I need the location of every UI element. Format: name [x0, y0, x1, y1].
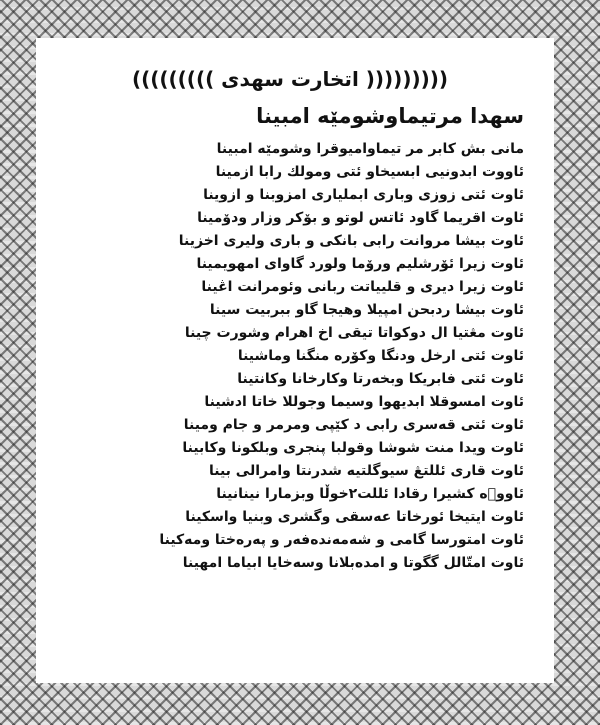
poem-line: ئاوت امسوقلا ابديهوا وسيما وجوللا خاتا ادشينا — [204, 394, 524, 410]
poem-title: ((((((((( اتخارت سهدى ))))))))) — [131, 67, 449, 91]
poem-line: ئاوت امتّالل گگوتا و امدەبلانا وسەخايا ابياما امهينا — [182, 555, 524, 571]
poem-line: ئاوت ايتيخا ئورخاتا عەسقى وگشرى وبنيا واسكينا — [185, 509, 524, 525]
poem-line: ئاووۤه كشيرا رقادا ئللت٢خوڵا وبزمارا نينانينا — [216, 486, 524, 502]
poem-line: مانى بش كابر مر تيماواميوقرا وشومێه امبينا — [216, 141, 524, 157]
poem-line: ئاوت امتورسا گامى و شەمەندەفەر و پەرەختا ومەكينا — [159, 532, 524, 548]
poem-line: ئاوت ئتى فابريكا وبخەرتا وكارخانا وكانتينا — [237, 371, 524, 387]
poem-lines — [56, 138, 524, 575]
poem-line: ئاوت ئتى قەسرى رابى د كێپى ومرمر و جام ومينا — [183, 417, 524, 433]
poem-line: ئاوت ئتى زوزى وبارى ابمليارى امزوبنا و ازوينا — [203, 187, 524, 203]
poem-line: ئاوت اقريما گاود ئاتس لوتو و بۆكر وزار ودۆمينا — [197, 210, 524, 226]
poem-line: ئاوت بيشا ردبحن امپيلا وهيجا گاو ببربيت سينا — [209, 302, 524, 318]
document-page — [36, 38, 554, 683]
poem-line: ئاووت ابدونيى ابسيخاو ئتى ومولك رابا ازمينا — [215, 164, 524, 180]
poem-line: ئاوت ويدا منت شوشا وقولبا پنجرى وبلكونا وكابينا — [182, 440, 524, 456]
poem-line: ئاوت مڠتيا ال دوكواتا تيقى اخ اهرام وشورت چينا — [184, 325, 524, 341]
poem-line: ئاوت زيرا ئۆرشليم ورۆما ولورد گاواى امهويمينا — [196, 256, 524, 272]
poem-line: ئاوت قارى ئللتڠ سيوگلتيه شدرنتا وامرالى بينا — [208, 463, 524, 479]
poem-line: ئاوت بيشا مروانت رابى بانكى و بارى وليرى اخزينا — [178, 233, 524, 249]
poem-line: ئاوت زيرا ديرى و قليياتت ربانى وئومرانت اڠينا — [201, 279, 524, 295]
poem-line: ئاوت ئتى ارخل ودنگا وكۆره منگنا وماشينا — [237, 348, 524, 364]
poem-subtitle: سهدا مرتيماوشومێه امبينا — [256, 104, 524, 128]
